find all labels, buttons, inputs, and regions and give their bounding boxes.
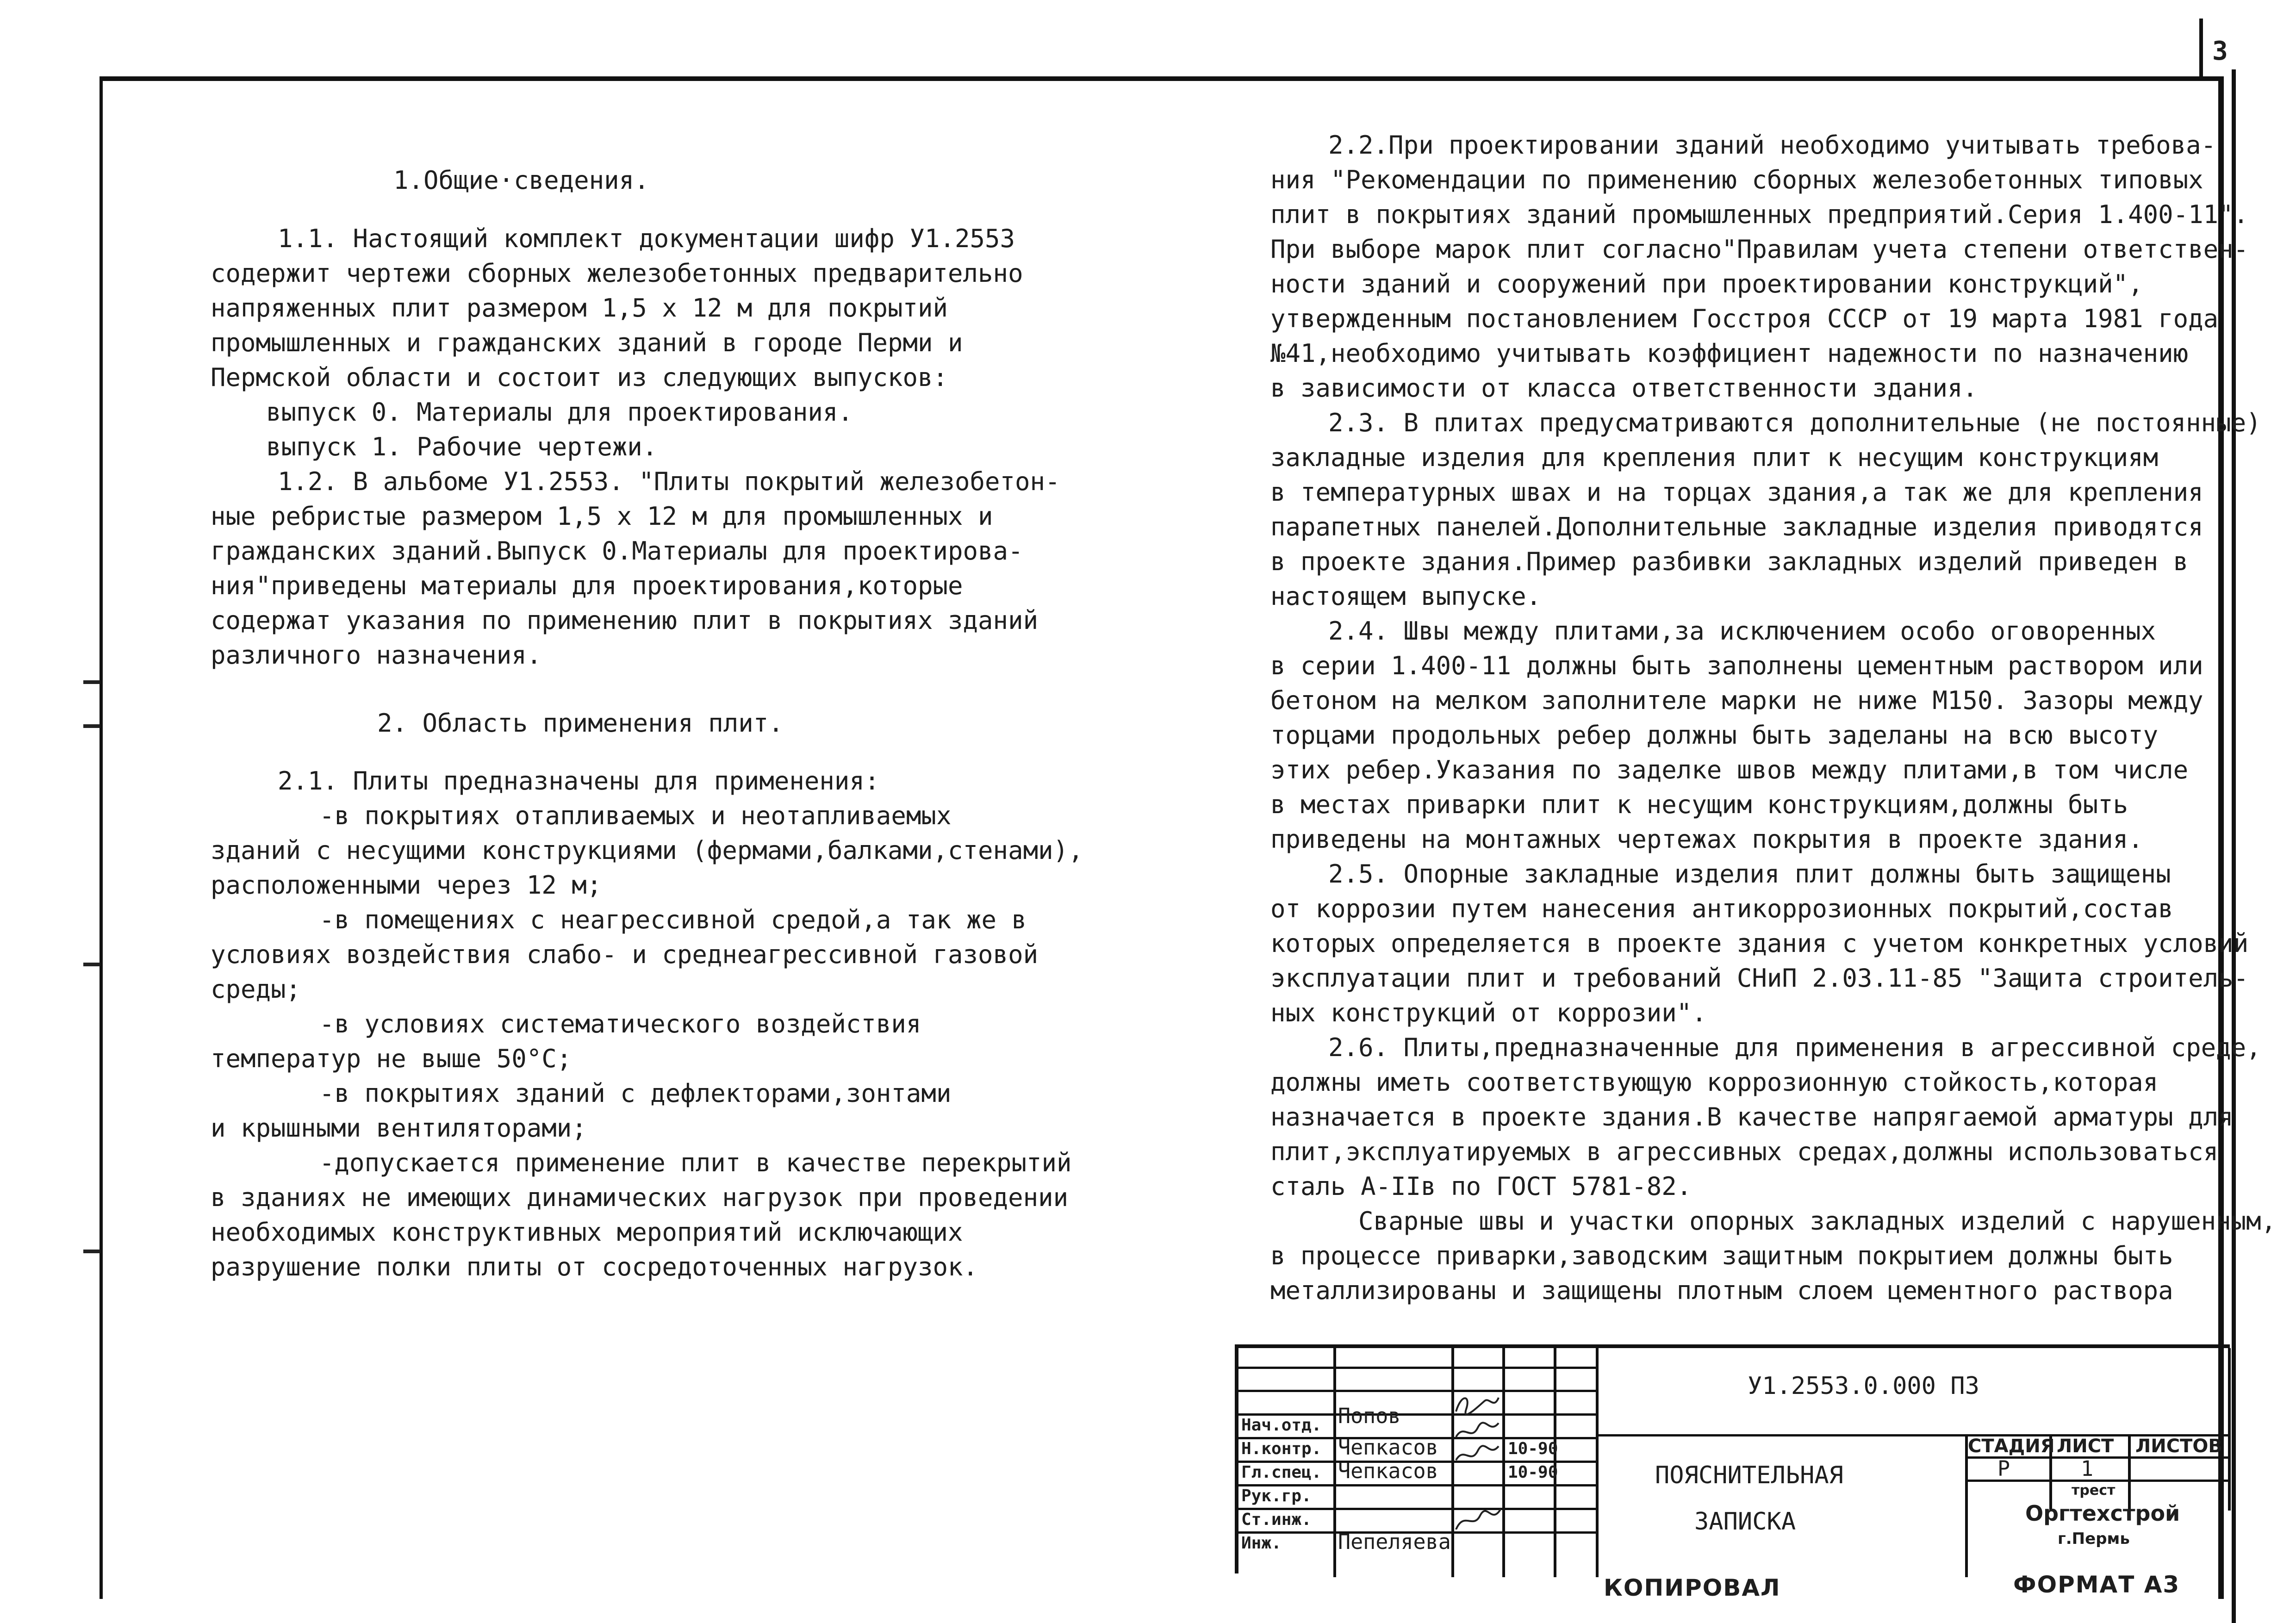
paragraph-2-1-line: 2.1. Плиты предназначены для применения: <box>278 766 880 796</box>
paragraph-1-1-line: Пермской области и состоит из следующих выпусков: <box>211 363 948 392</box>
sheet-value: 1 <box>2081 1456 2094 1481</box>
right-column-line: плит в покрытиях зданий промышленных предприятий.Серия 1.400-11". <box>1270 200 2249 229</box>
paragraph-1-2-line: различного назначения. <box>211 640 542 670</box>
role-label: Рук.гр. <box>1241 1486 1312 1505</box>
signer-name: Чепкасов <box>1338 1435 1438 1460</box>
right-column-line: этих ребер.Указания по заделке швов между плитами,в том числе <box>1270 755 2189 784</box>
right-column-line: 2.6. Плиты,предназначенные для применения в агрессивной среде, <box>1328 1033 2261 1062</box>
signer-name: Чепкасов <box>1338 1459 1438 1483</box>
role-label: Инж. <box>1241 1534 1282 1553</box>
right-column-line: 2.5. Опорные закладные изделия плит должны быть защищены <box>1328 859 2171 889</box>
right-column-line: Сварные швы и участки опорных закладных изделий с нарушенным, <box>1358 1206 2277 1236</box>
right-column-line: №41,необходимо учитывать коэффициент надежности по назначению <box>1270 339 2189 368</box>
paragraph-2-1-line: -допускается применение плит в качестве перекрытий <box>319 1148 1072 1177</box>
tb-divider <box>2228 1348 2231 1511</box>
right-column-line: в зависимости от класса ответственности здания. <box>1270 373 1978 403</box>
margin-tick <box>83 1250 100 1253</box>
paragraph-1-1-line: выпуск 0. Материалы для проектирования. <box>266 398 853 427</box>
stage-value: Р <box>1997 1456 2010 1481</box>
sheet-number: 3 <box>2212 36 2228 66</box>
stage-header: СТАДИЯ <box>1968 1436 2055 1457</box>
section-2-heading: 2. Область применения плит. <box>377 709 784 738</box>
right-column-line: При выборе марок плит согласно"Правилам учета степени ответствен- <box>1270 235 2249 264</box>
paragraph-2-1-line: -в покрытиях зданий с дефлекторами,зонтами <box>319 1079 952 1108</box>
frame-right-edge <box>2232 69 2236 1623</box>
sheet-header: ЛИСТ <box>2057 1436 2114 1457</box>
copied-stamp: КОПИРОВАЛ <box>1604 1574 1781 1601</box>
signer-name: Попов <box>1338 1404 1401 1428</box>
right-column-line: сталь А-IIв по ГОСТ 5781-82. <box>1270 1172 1692 1201</box>
margin-tick <box>83 963 100 966</box>
right-column-line: в серии 1.400-11 должны быть заполнены цементным раствором или <box>1270 651 2203 680</box>
right-column-line: ния "Рекомендации по применению сборных железобетонных типовых <box>1270 165 2203 194</box>
tb-row-line <box>1596 1434 2230 1436</box>
paragraph-1-2-line: содержат указания по применению плит в покрытиях зданий <box>211 606 1039 635</box>
paragraph-2-1-line: зданий с несущими конструкциями (фермами,балками,стенами), <box>211 836 1083 865</box>
sign-date: 10-90 <box>1508 1439 1558 1458</box>
tb-row-line <box>1238 1367 1597 1369</box>
right-column-line: в местах приварки плит к несущим конструкциям,должны быть <box>1270 790 2128 819</box>
right-column-line: должны иметь соответствующую коррозионную стойкость,которая <box>1270 1068 2159 1097</box>
document-code: У1.2553.0.000 ПЗ <box>1748 1372 1979 1400</box>
right-column-line: в проекте здания.Пример разбивки закладных изделий приведен в <box>1270 547 2189 576</box>
org-line-1: трест <box>2072 1482 2116 1499</box>
section-1-heading: 1.Общие·сведения. <box>393 166 649 195</box>
paragraph-1-2-line: ные ребристые размером 1,5 х 12 м для промышленных и <box>211 502 993 531</box>
role-label: Гл.спец. <box>1241 1463 1322 1482</box>
paragraph-2-1-line: среды; <box>211 975 301 1004</box>
paragraph-1-1-line: напряженных плит размером 1,5 х 12 м для покрытий <box>211 293 948 323</box>
margin-tick <box>83 724 100 728</box>
role-label: Ст.инж. <box>1241 1510 1312 1529</box>
role-label: Нач.отд. <box>1241 1416 1322 1435</box>
right-column-line: 2.3. В плитах предусматриваются дополнительные (не постоянные) <box>1328 408 2261 437</box>
paragraph-1-2-line: гражданских зданий.Выпуск 0.Материалы для проектирова- <box>211 536 1023 566</box>
paragraph-2-1-line: в зданиях не имеющих динамических нагрузок при проведении <box>211 1183 1069 1212</box>
right-column-line: ных конструкций от коррозии". <box>1270 998 1707 1027</box>
org-line-3: г.Пермь <box>2058 1530 2130 1548</box>
sheet-number-box <box>2199 19 2237 78</box>
paragraph-2-1-line: необходимых конструктивных мероприятий исключающих <box>211 1218 963 1247</box>
right-column-line: которых определяется в проекте здания с учетом конкретных условий <box>1270 929 2249 958</box>
sheets-header: ЛИСТОВ <box>2135 1436 2222 1457</box>
right-column-line: ности зданий и сооружений при проектировании конструкций", <box>1270 269 2143 298</box>
format-stamp: ФОРМАТ А3 <box>2013 1571 2180 1598</box>
paragraph-2-1-line: -в покрытиях отапливаемых и неотапливаемых <box>319 801 952 830</box>
tb-divider <box>2128 1434 2131 1511</box>
paragraph-2-1-line: -в условиях систематического воздействия <box>319 1009 921 1038</box>
paragraph-2-1-line: разрушение полки плиты от сосредоточенных нагрузок. <box>211 1252 978 1281</box>
paragraph-2-1-line: -в помещениях с неагрессивной средой,а так же в <box>319 905 1027 934</box>
right-column-line: металлизированы и защищены плотным слоем цементного раствора <box>1270 1276 2173 1305</box>
paragraph-1-2-line: 1.2. В альбоме У1.2553. "Плиты покрытий железобетон- <box>278 467 1060 496</box>
paragraph-2-1-line: расположенными через 12 м; <box>211 871 602 900</box>
signatures <box>1452 1391 1503 1530</box>
right-column-line: настоящем выпуске. <box>1270 582 1542 611</box>
right-column-line: эксплуатации плит и требований СНиП 2.03.11-85 "Защита строитель- <box>1270 964 2249 993</box>
right-column-line: 2.2.При проектировании зданий необходимо учитывать требова- <box>1328 131 2216 160</box>
paragraph-2-1-line: условиях воздействия слабо- и среднеагрессивной газовой <box>211 940 1039 969</box>
right-column-line: от коррозии путем нанесения антикоррозионных покрытий,состав <box>1270 894 2173 923</box>
paragraph-1-1-line: 1.1. Настоящий комплект документации шифр У1.2553 <box>278 224 1015 253</box>
right-column-line: в температурных швах и на торцах здания,а так же для крепления <box>1270 478 2203 507</box>
paragraph-1-2-line: ния"приведены материалы для проектирования,которые <box>211 571 963 600</box>
role-label: Н.контр. <box>1241 1439 1322 1458</box>
doc-title-line-1: ПОЯСНИТЕЛЬНАЯ <box>1655 1461 1843 1489</box>
paragraph-2-1-line: температур не выше 50°С; <box>211 1044 572 1073</box>
title-block <box>1235 1344 2230 1573</box>
margin-tick <box>83 680 100 684</box>
paragraph-1-1-line: выпуск 1. Рабочие чертежи. <box>266 432 658 461</box>
right-column-line: назначается в проекте здания.В качестве напрягаемой арматуры для <box>1270 1102 2234 1132</box>
right-column-line: 2.4. Швы между плитами,за исключением особо оговоренных <box>1328 616 2156 646</box>
right-column-line: закладные изделия для крепления плит к несущим конструкциям <box>1270 443 2159 472</box>
right-column-line: бетоном на мелком заполнителе марки не ниже М150. Зазоры между <box>1270 686 2203 715</box>
paragraph-2-1-line: и крышными вентиляторами; <box>211 1113 587 1143</box>
sign-date: 10-90 <box>1508 1463 1558 1482</box>
right-column-line: плит,эксплуатируемых в агрессивных средах,должны использоваться <box>1270 1137 2219 1166</box>
right-column-line: в процессе приварки,заводским защитным покрытием должны быть <box>1270 1241 2173 1270</box>
doc-title-line-2: ЗАПИСКА <box>1694 1508 1796 1536</box>
tb-row-line <box>1238 1390 1597 1392</box>
right-column-line: утвержденным постановлением Госстроя СССР от 19 марта 1981 года <box>1270 304 2219 333</box>
org-line-2: Оргтехстрой <box>2025 1501 2180 1526</box>
right-column-line: торцами продольных ребер должны быть заделаны на всю высоту <box>1270 721 2159 750</box>
right-column-line: парапетных панелей.Дополнительные закладные изделия приводятся <box>1270 512 2203 541</box>
paragraph-1-1-line: содержит чертежи сборных железобетонных предварительно <box>211 259 1023 288</box>
signer-name: Пепеляева <box>1338 1530 1451 1554</box>
paragraph-1-1-line: промышленных и гражданских зданий в городе Перми и <box>211 328 963 357</box>
right-column-line: приведены на монтажных чертежах покрытия в проекте здания. <box>1270 825 2143 854</box>
